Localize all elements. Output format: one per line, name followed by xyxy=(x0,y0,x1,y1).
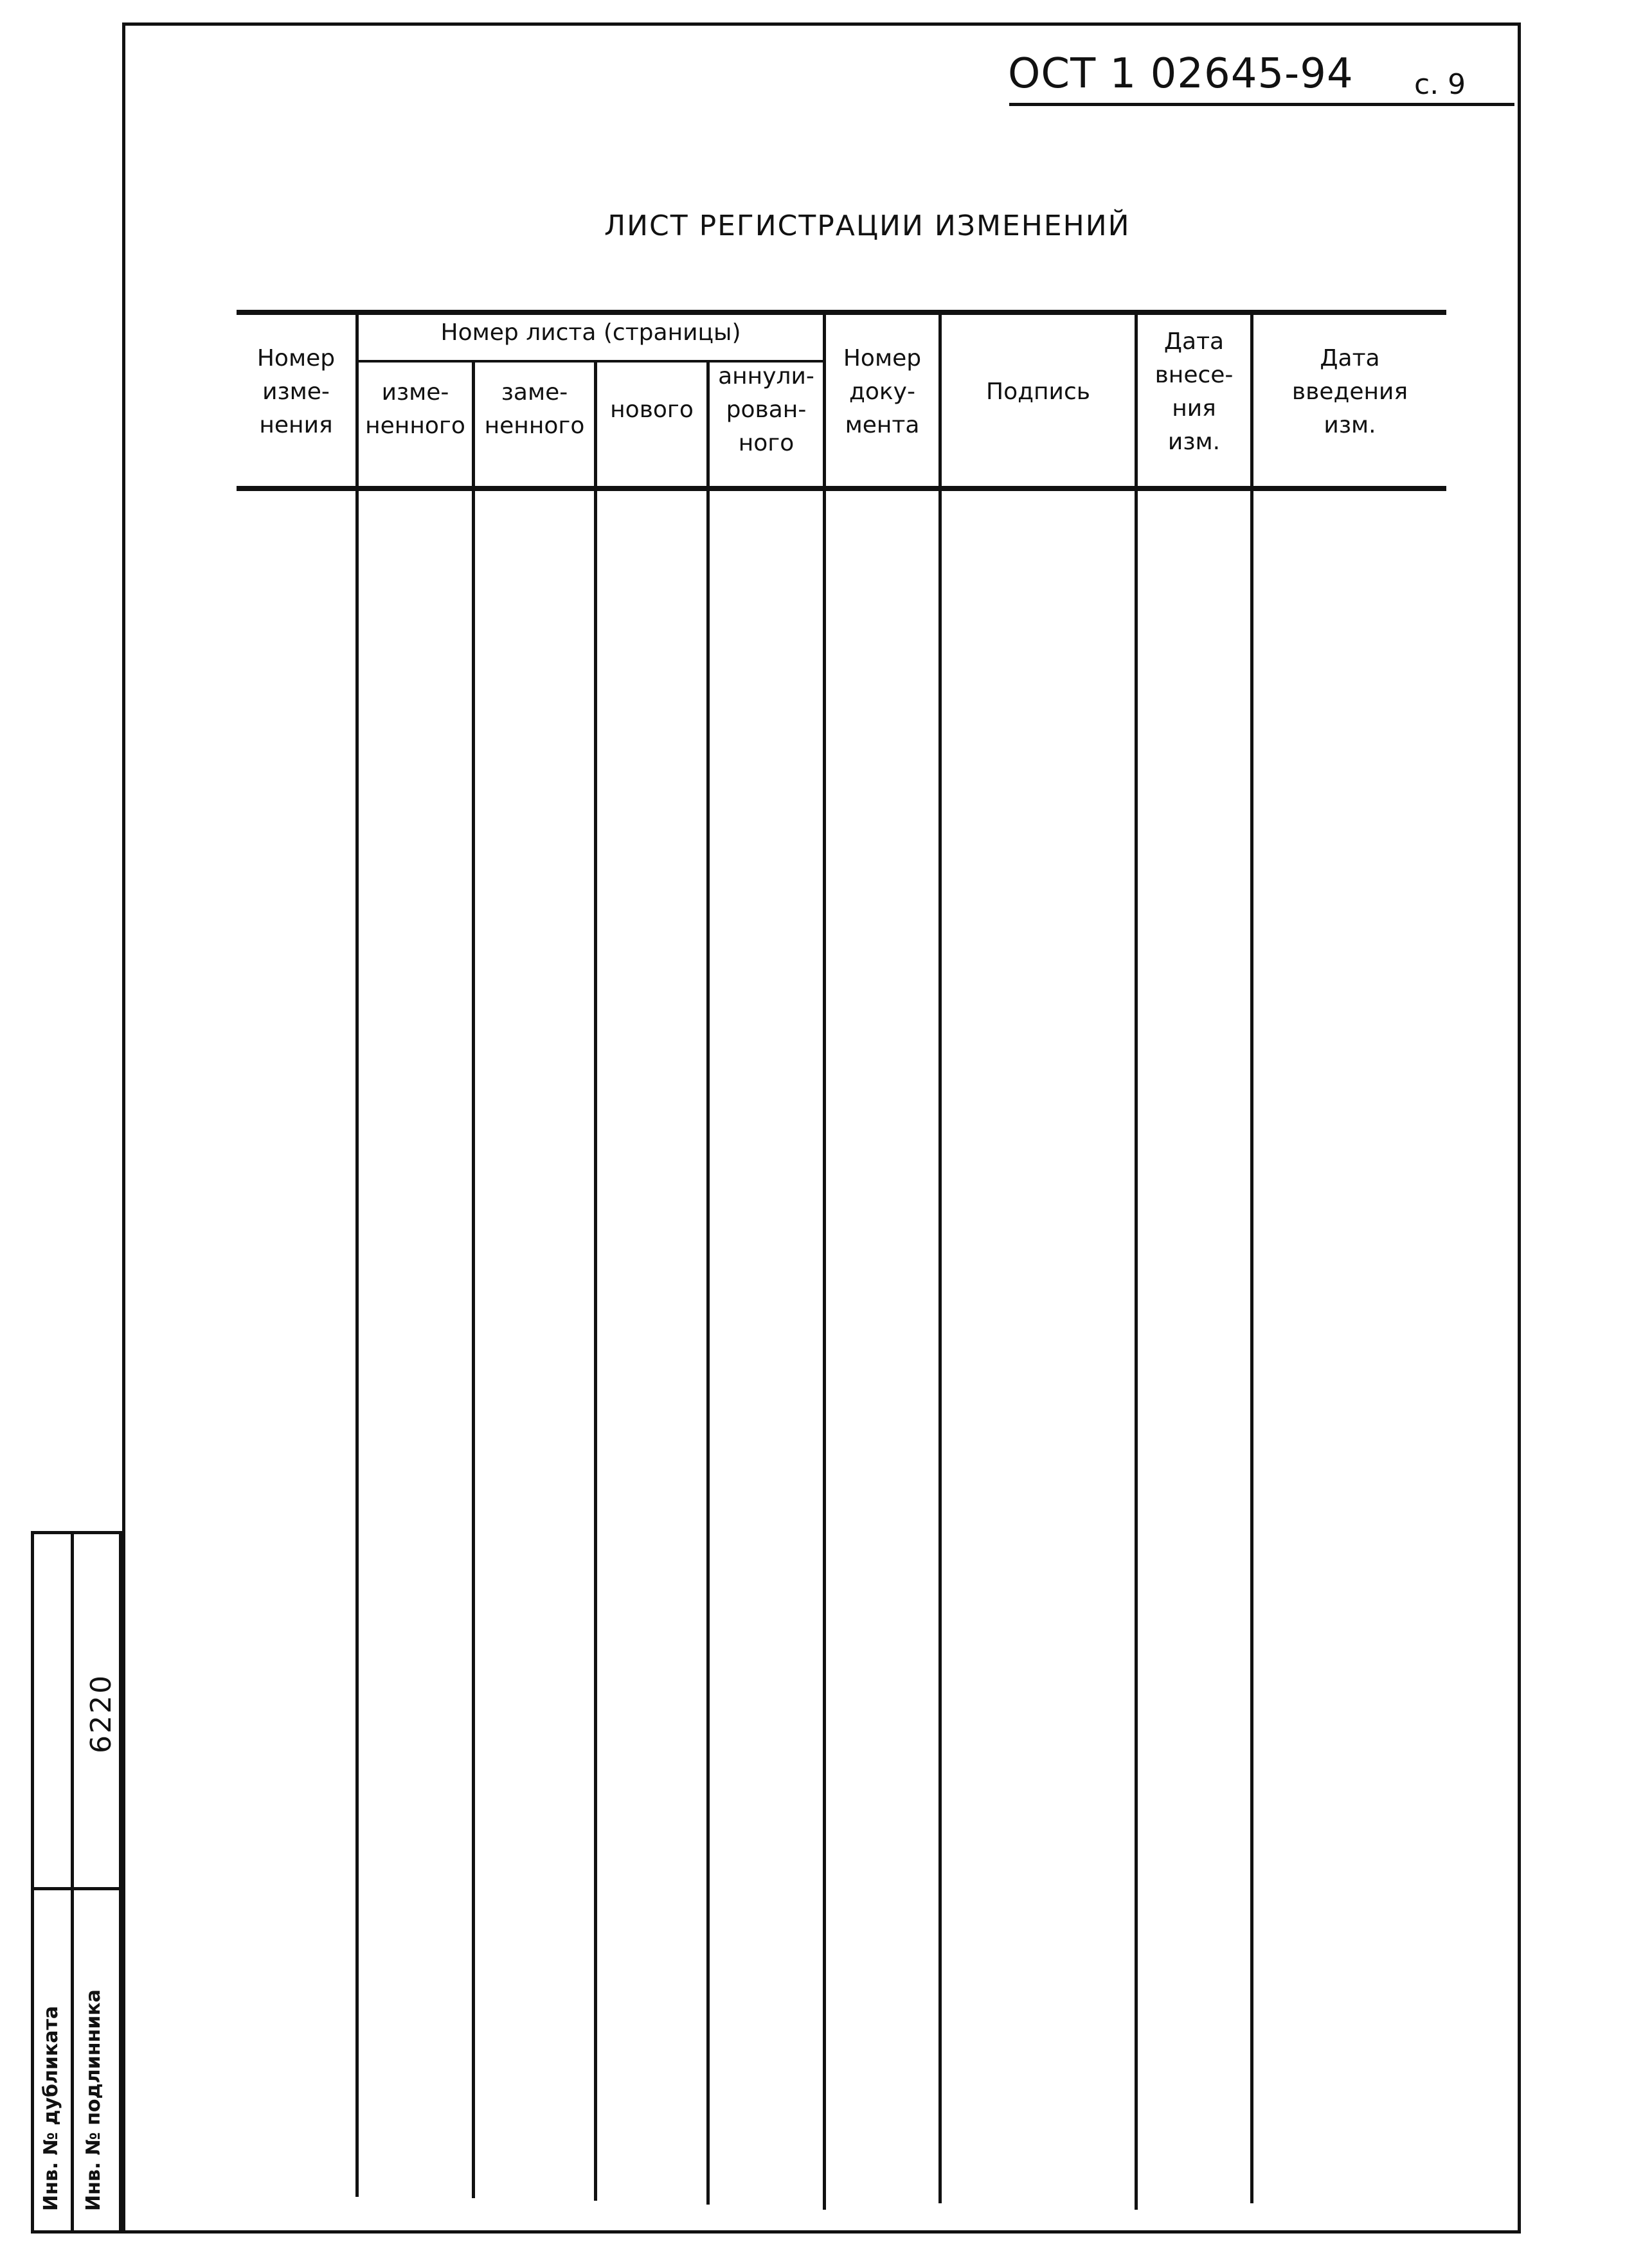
stamp-divider xyxy=(31,1887,122,1890)
table-top-rule xyxy=(237,310,1446,315)
column-divider xyxy=(1135,314,1138,2210)
column-divider xyxy=(355,314,359,2197)
column-divider xyxy=(706,363,710,2205)
column-header-change-number: Номер изме- нения xyxy=(256,345,336,438)
original-inventory-label: Инв. № подлинника xyxy=(82,1989,105,2211)
stamp-divider xyxy=(71,1531,74,2234)
column-header-new: нового xyxy=(610,397,694,423)
table-header-bottom-rule xyxy=(237,486,1446,491)
column-header-document-number: Номер доку- мента xyxy=(843,345,922,438)
column-divider xyxy=(938,314,942,2203)
duplicate-inventory-label: Инв. № дубликата xyxy=(40,2005,62,2211)
column-header-annulled: аннули- рован- ного xyxy=(718,363,814,456)
page-number: с. 9 xyxy=(1414,68,1466,101)
group-header-sheet-number: Номер листа (страницы) xyxy=(440,319,741,346)
column-divider xyxy=(472,363,475,2198)
sheet-title: ЛИСТ РЕГИСТРАЦИИ ИЗМЕНЕНИЙ xyxy=(604,210,1131,242)
column-header-effective-date: Дата введения изм. xyxy=(1291,345,1408,438)
header-underline xyxy=(1009,103,1514,106)
original-inventory-value: 6220 xyxy=(85,1674,118,1753)
column-header-replaced: заме- ненного xyxy=(484,379,585,439)
column-divider xyxy=(594,363,597,2201)
column-header-changed: изме- ненного xyxy=(365,379,465,439)
column-header-signature: Подпись xyxy=(986,379,1090,405)
document-code: ОСТ 1 02645-94 xyxy=(1008,50,1354,98)
column-divider xyxy=(823,314,826,2210)
column-divider xyxy=(1250,314,1253,2203)
column-header-entry-date: Дата внесе- ния изм. xyxy=(1154,328,1234,455)
